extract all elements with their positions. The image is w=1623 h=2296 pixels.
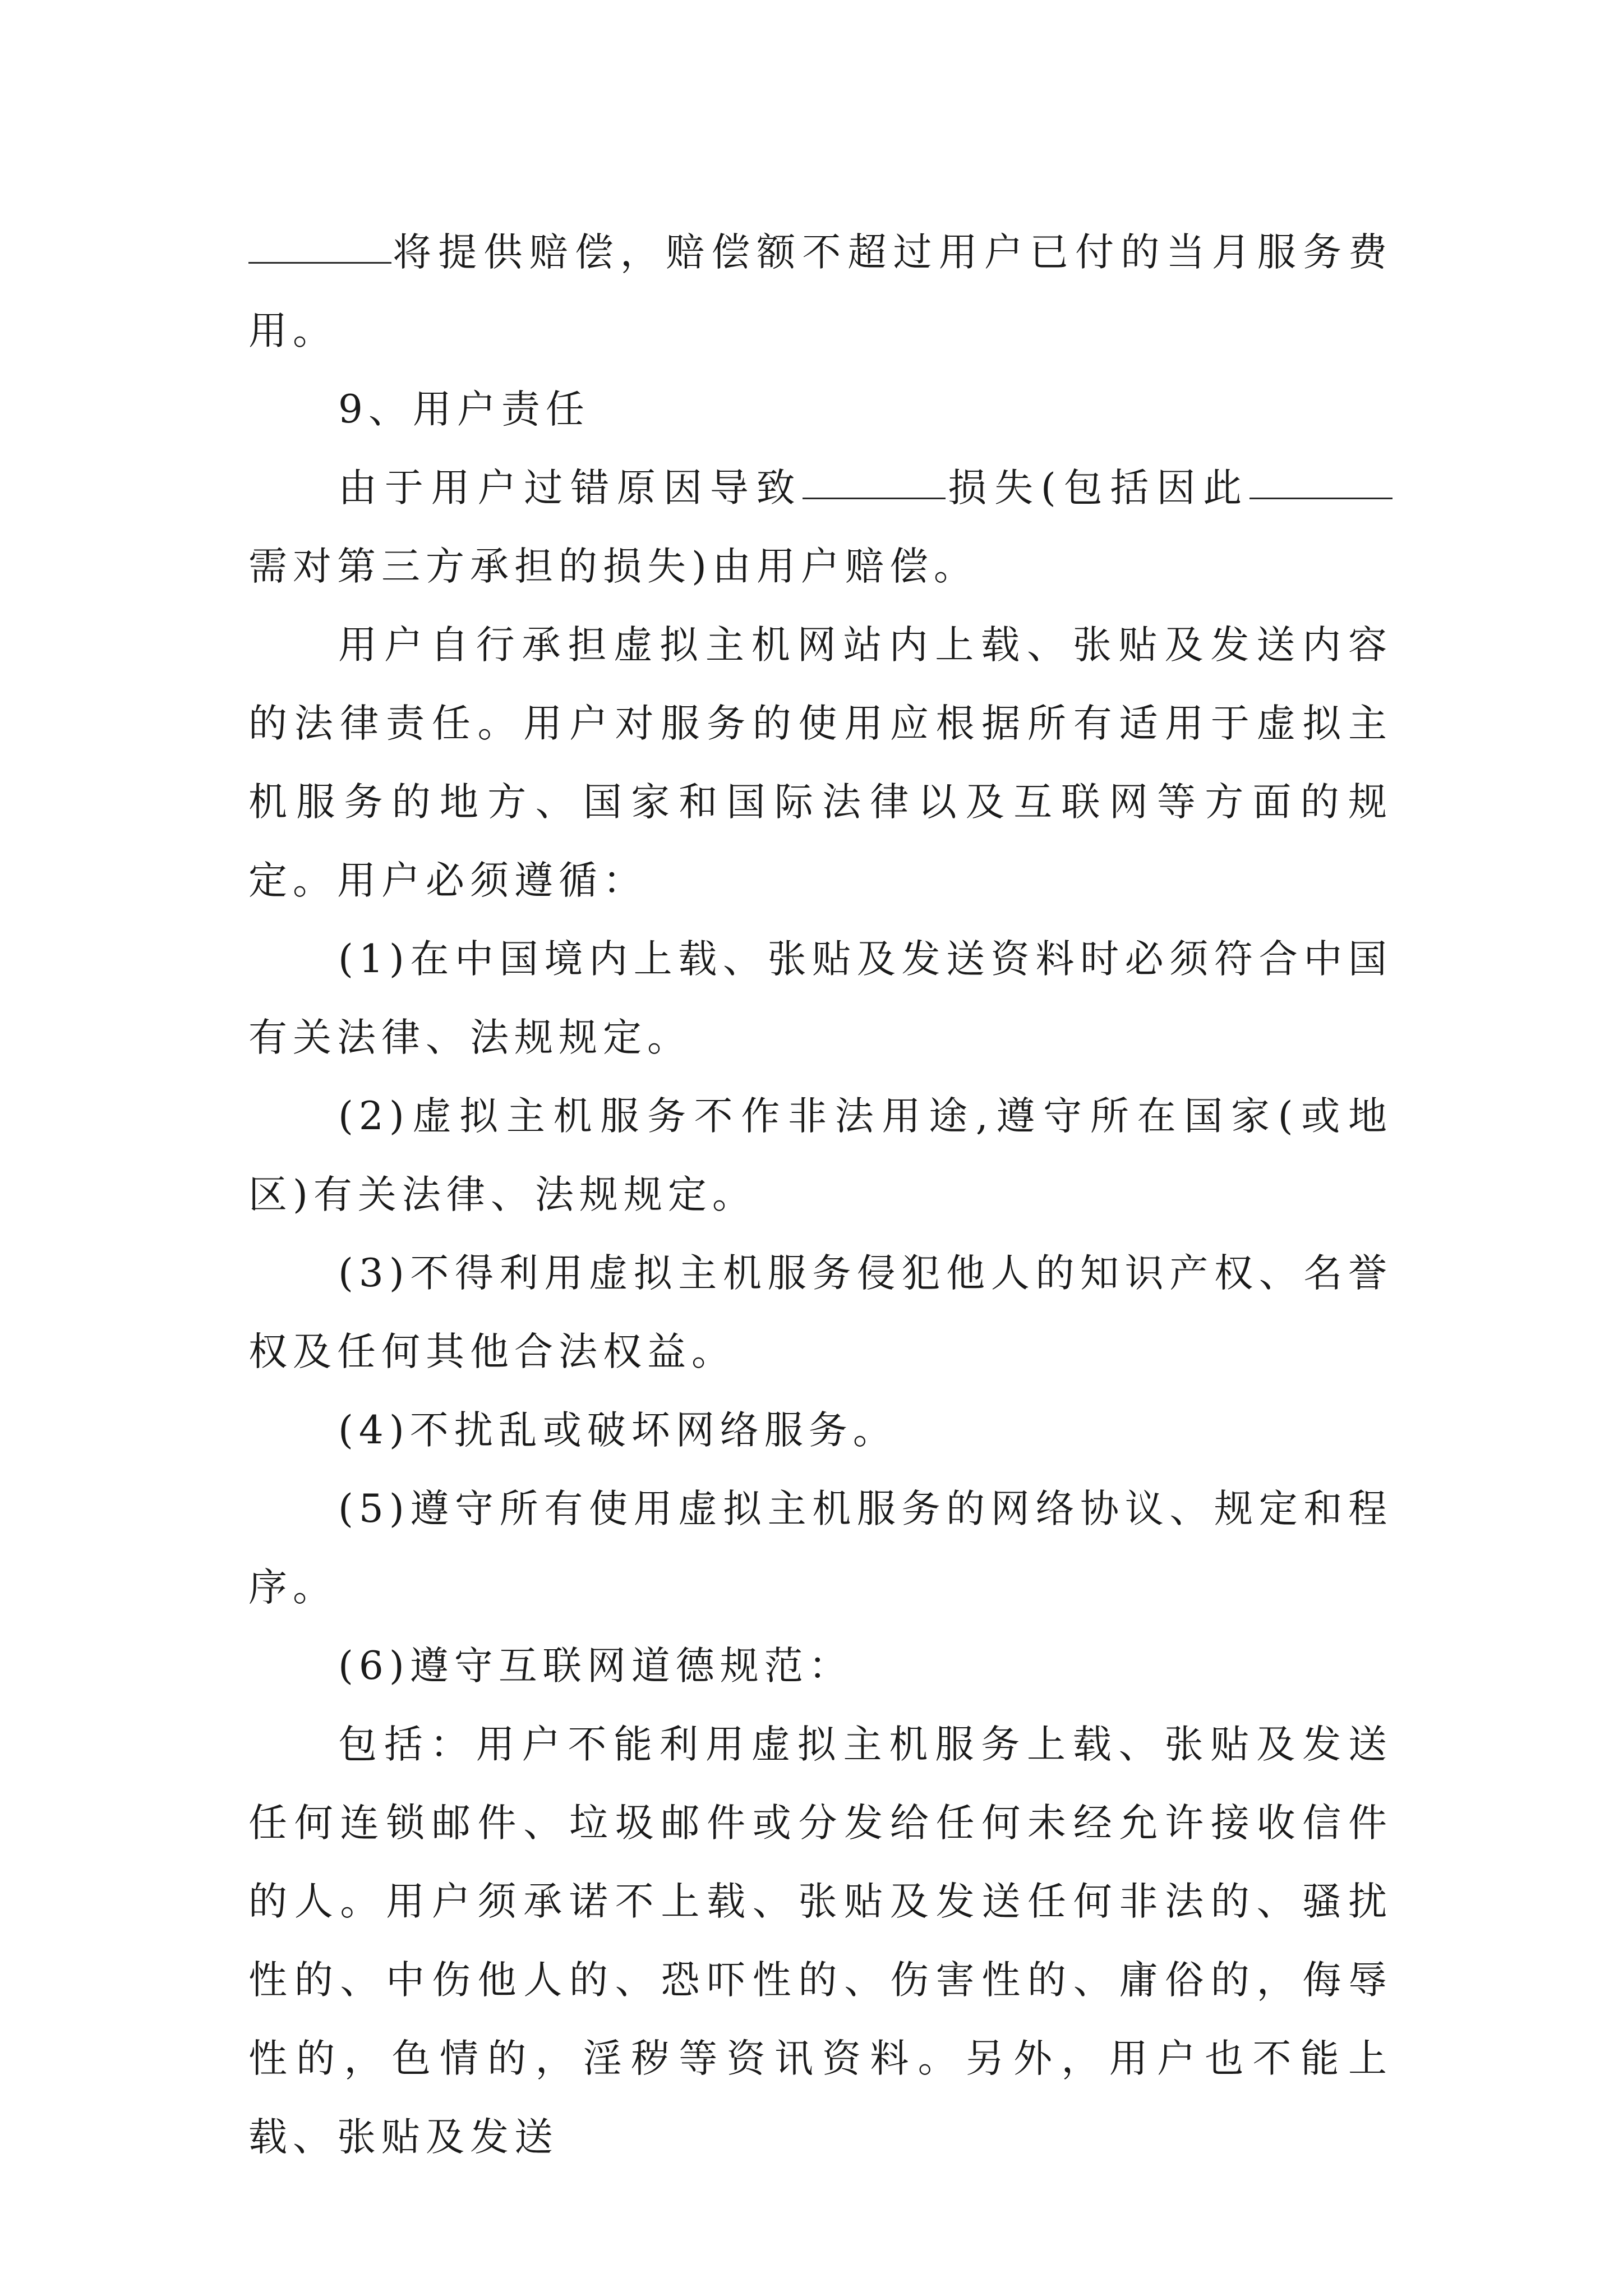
fill-in-blank: [1249, 497, 1393, 499]
paragraph-text: 包括：用户不能利用虚拟主机服务上载、张贴及发送任何连锁邮件、垃圾邮件或分发给任何未经允许接收信件的人。用户须承诺不上载、张贴及发送任何非法的、骚扰性的、中伤他人的、恐吓性的、伤害性的、庸俗的，侮辱性的，色情的，淫秽等资讯资料。另外，用户也不能上载、张贴及发送: [248, 1722, 1393, 2160]
section-heading-user-responsibility: [248, 370, 1393, 449]
heading-text: 9、用户责任: [338, 387, 590, 432]
paragraph-compensation-continued: [248, 213, 1393, 370]
paragraph-text: 将提供赔偿，赔偿额不超过用户已付的当月服务费用。: [248, 230, 1393, 353]
paragraph-user-fault: [248, 449, 1393, 606]
list-item-4: [248, 1391, 1393, 1470]
list-item-text: (2)虚拟主机服务不作非法用途,遵守所在国家(或地区)有关法律、法规规定。: [248, 1094, 1393, 1217]
paragraph-text: 损失(包括因此: [946, 466, 1250, 510]
list-item-3: [248, 1234, 1393, 1391]
list-item-6: [248, 1627, 1393, 1705]
list-item-text: (4)不扰乱或破坏网络服务。: [338, 1408, 897, 1453]
list-item-text: (3)不得利用虚拟主机服务侵犯他人的知识产权、名誉权及任何其他合法权益。: [248, 1251, 1393, 1374]
list-item-2: [248, 1077, 1393, 1234]
fill-in-blank: [803, 497, 946, 499]
paragraph-text: 需对第三方承担的损失)由用户赔偿。: [248, 544, 978, 589]
document-body: [248, 213, 1393, 2177]
list-item-text: (6)遵守互联网道德规范：: [338, 1644, 853, 1688]
list-item-text: (5)遵守所有使用虚拟主机服务的网络协议、规定和程序。: [248, 1487, 1393, 1610]
paragraph-legal-responsibility: [248, 606, 1393, 920]
paragraph-internet-ethics: [248, 1705, 1393, 2177]
paragraph-text: 用户自行承担虚拟主机网站内上载、张贴及发送内容的法律责任。用户对服务的使用应根据所有适用于虚拟主机服务的地方、国家和国际法律以及互联网等方面的规定。用户必须遵循：: [248, 623, 1393, 903]
fill-in-blank: [248, 261, 391, 264]
list-item-1: [248, 920, 1393, 1077]
list-item-text: (1)在中国境内上载、张贴及发送资料时必须符合中国有关法律、法规规定。: [248, 937, 1393, 1060]
paragraph-text: 由于用户过错原因导致: [338, 466, 803, 510]
list-item-5: [248, 1470, 1393, 1627]
